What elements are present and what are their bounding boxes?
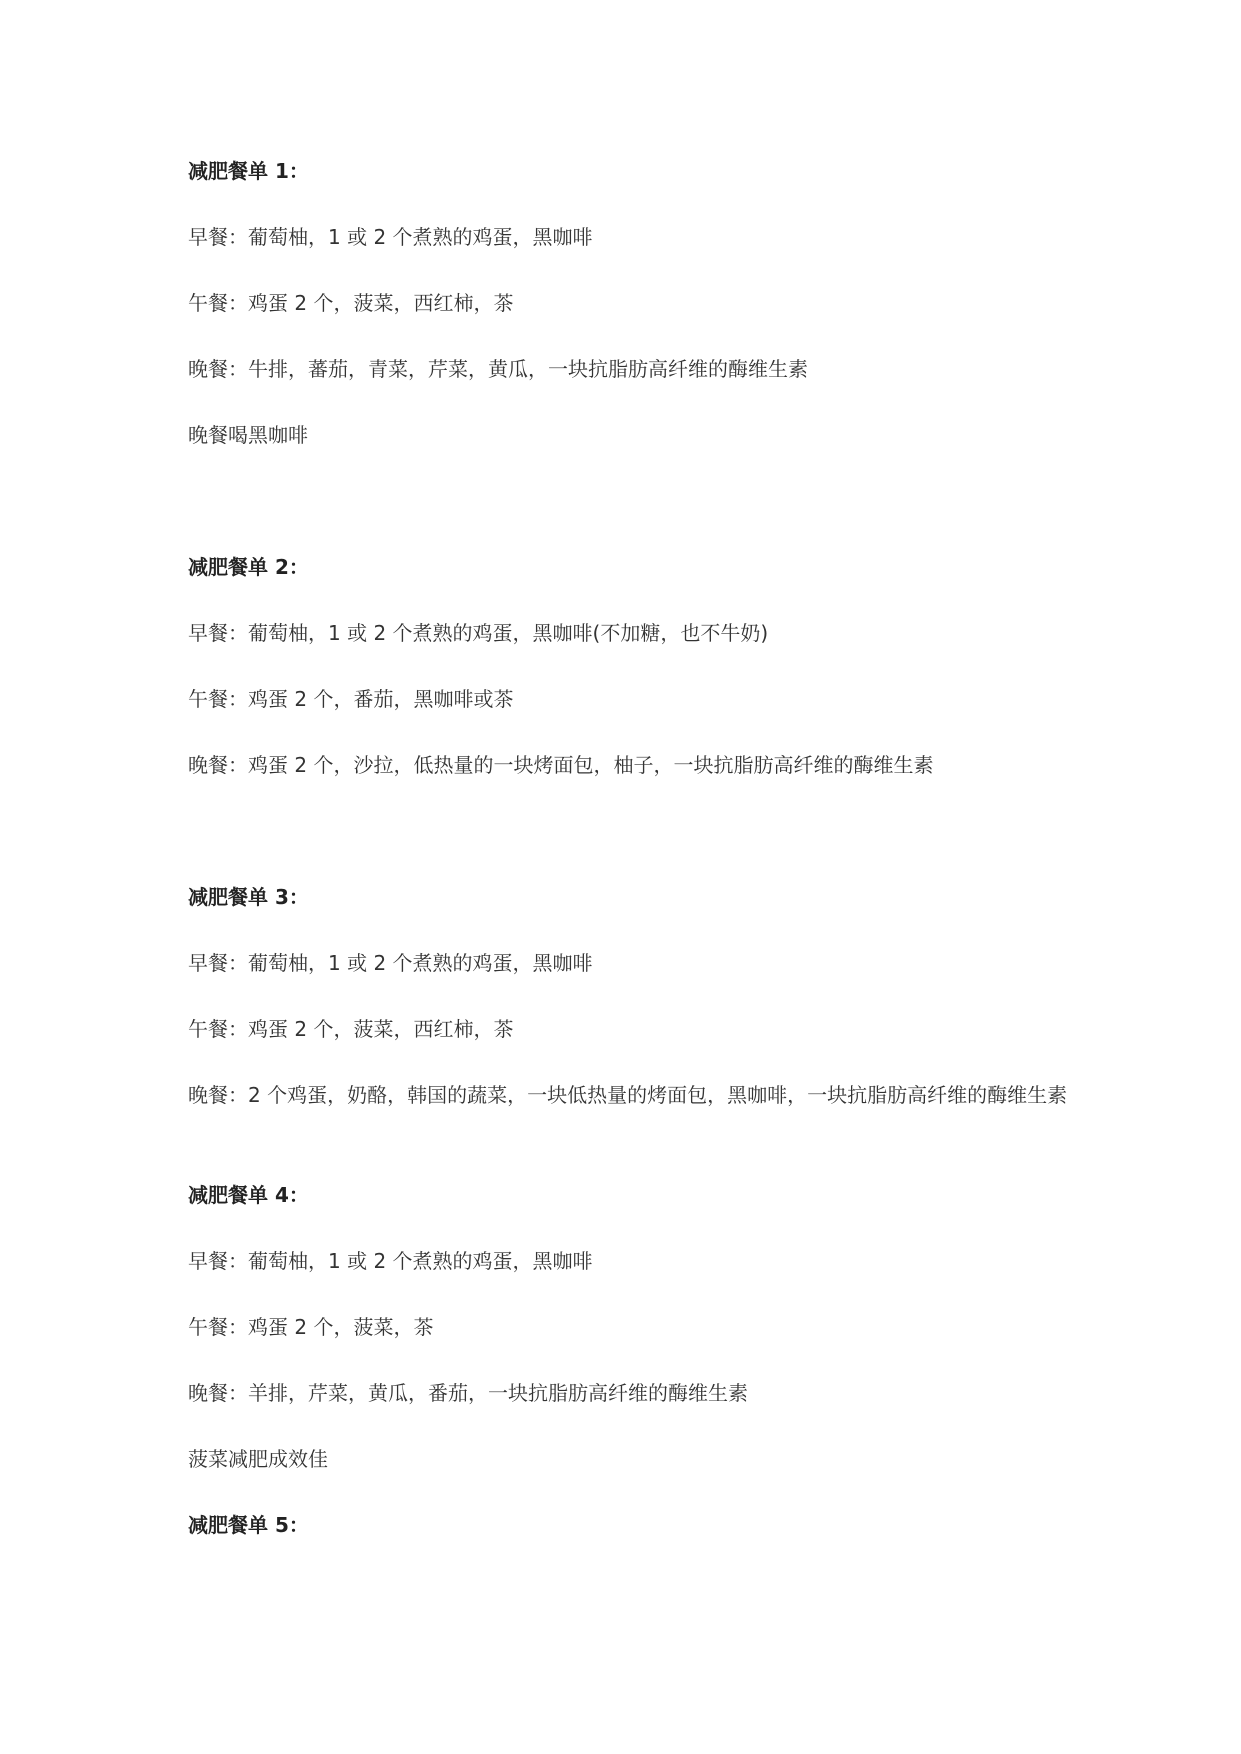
lunch-line-4: 午餐：鸡蛋 2 个，菠菜，茶 — [188, 1315, 434, 1339]
note-line-4: 菠菜减肥成效佳 — [188, 1447, 328, 1471]
section-heading-2: 减肥餐单 2： — [188, 555, 309, 579]
dinner-line-2: 晚餐：鸡蛋 2 个，沙拉，低热量的一块烤面包，柚子，一块抗脂肪高纤维的酶维生素 — [188, 753, 934, 777]
dinner-line-4: 晚餐：羊排，芹菜，黄瓜，番茄，一块抗脂肪高纤维的酶维生素 — [188, 1381, 748, 1405]
lunch-line-3: 午餐：鸡蛋 2 个，菠菜，西红柿，茶 — [188, 1017, 514, 1041]
dinner-line-3: 晚餐：2 个鸡蛋，奶酪，韩国的蔬菜，一块低热量的烤面包，黑咖啡，一块抗脂肪高纤维的酶维生素 — [188, 1083, 1068, 1107]
breakfast-line-4: 早餐：葡萄柚，1 或 2 个煮熟的鸡蛋，黑咖啡 — [188, 1249, 593, 1273]
dinner-line-1: 晚餐：牛排，蕃茄，青菜，芹菜，黄瓜，一块抗脂肪高纤维的酶维生素 — [188, 357, 808, 381]
breakfast-line-3: 早餐：葡萄柚，1 或 2 个煮熟的鸡蛋，黑咖啡 — [188, 951, 593, 975]
breakfast-line-2: 早餐：葡萄柚，1 或 2 个煮熟的鸡蛋，黑咖啡(不加糖，也不牛奶) — [188, 621, 769, 645]
section-heading-4: 减肥餐单 4： — [188, 1183, 309, 1207]
section-heading-5: 减肥餐单 5： — [188, 1513, 309, 1537]
lunch-line-1: 午餐：鸡蛋 2 个，菠菜，西红柿，茶 — [188, 291, 514, 315]
section-heading-1: 减肥餐单 1： — [188, 159, 309, 183]
note-line-1: 晚餐喝黑咖啡 — [188, 423, 308, 447]
breakfast-line-1: 早餐：葡萄柚，1 或 2 个煮熟的鸡蛋，黑咖啡 — [188, 225, 593, 249]
lunch-line-2: 午餐：鸡蛋 2 个，番茄，黑咖啡或茶 — [188, 687, 514, 711]
section-heading-3: 减肥餐单 3： — [188, 885, 309, 909]
